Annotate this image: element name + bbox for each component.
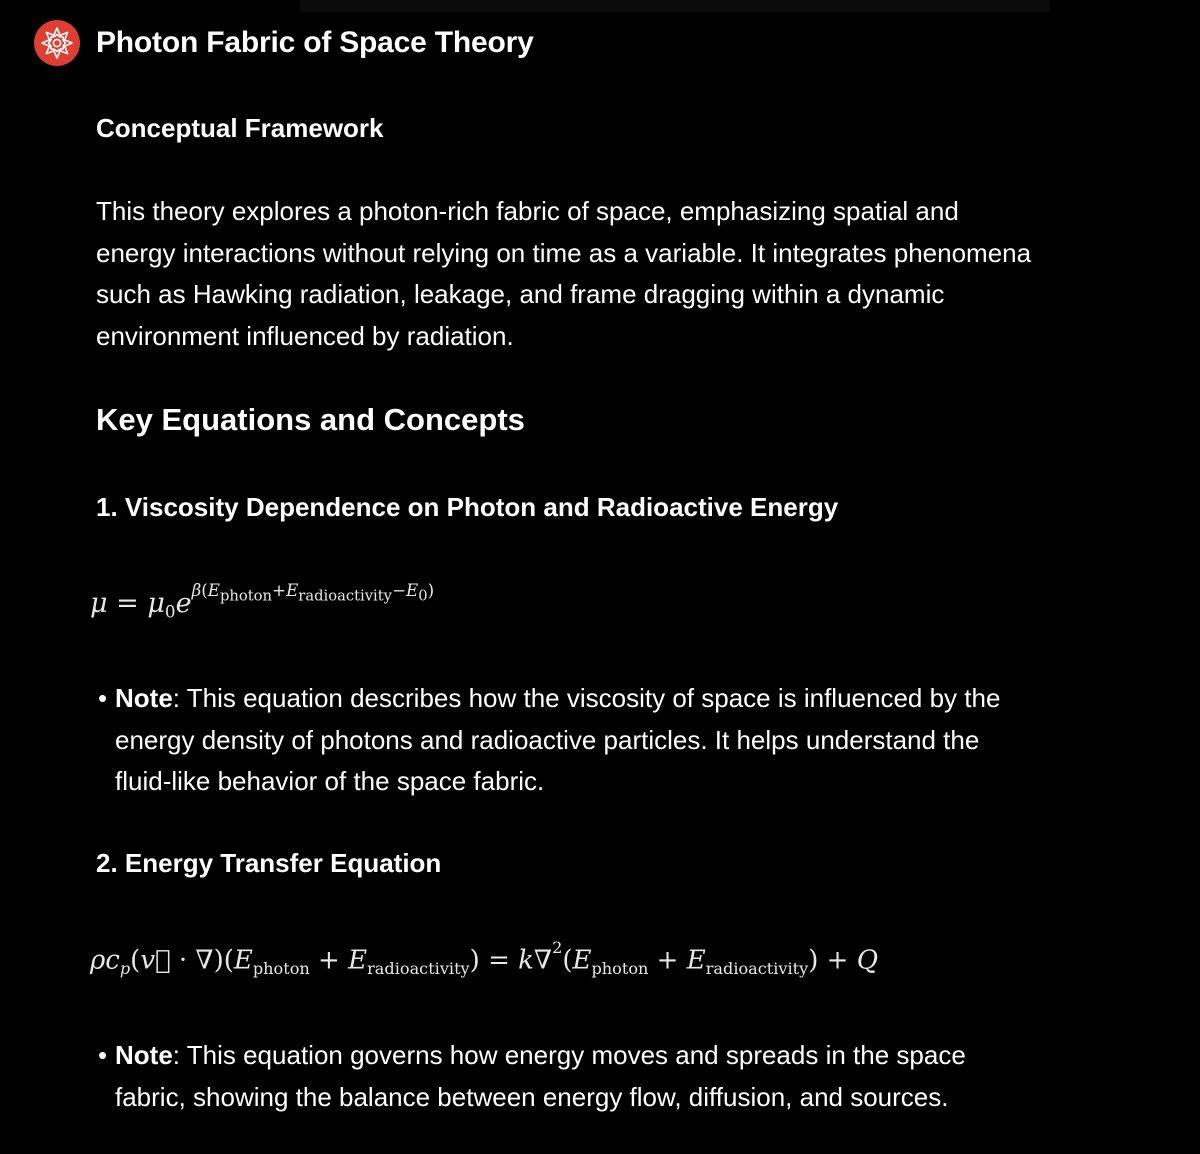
- framework-paragraph: This theory explores a photon-rich fabric of space, emphasizing spatial and energy interactions without relying on time as a variable. It integrates phenomena such as Hawking radiation, leakage, and frame dragging within a dynamic environment influenced by radiation.: [96, 196, 1032, 351]
- note-energy-transfer: [96, 1035, 1026, 1118]
- section-heading-framework: Conceptual Framework: [96, 113, 384, 143]
- equation-heading-energy-transfer: 2. Energy Transfer Equation: [96, 848, 442, 878]
- note-text: : This equation governs how energy moves and spreads in the space fabric, showing the balance between energy flow, diffusion, and sources.: [115, 1040, 966, 1112]
- bullet: •: [98, 1040, 108, 1070]
- bullet: •: [98, 683, 108, 713]
- chat-header: [34, 20, 534, 66]
- equation-heading-viscosity: 1. Viscosity Dependence on Photon and Radioactive Energy: [96, 492, 839, 522]
- chat-title: Photon Fabric of Space Theory: [96, 26, 534, 59]
- top-bar-shade: [300, 0, 1050, 12]
- note-text: : This equation describes how the viscosity of space is influenced by the energy density of photons and radioactive particles. It helps understand the fluid-like behavior of the space fabric.: [115, 683, 1001, 796]
- section-heading-key-equations: Key Equations and Concepts: [96, 402, 525, 437]
- note-label: Note: [115, 683, 173, 713]
- note-viscosity: [96, 678, 1026, 803]
- note-label: Note: [115, 1040, 173, 1070]
- sparkle-logo-icon: [34, 20, 80, 66]
- equation-viscosity: $\mu = \mu_0e^{\beta(E_{photon}+E_{radioactivity}-E_0)}$: [90, 580, 435, 622]
- equation-energy-transfer: $\rho c_p(v⃗ \cdot \nabla)(E_{photon} + E_{radioactivity}) = k\nabla^2(E_{photon} + E_{radioactivity}) + Q$: [90, 938, 879, 978]
